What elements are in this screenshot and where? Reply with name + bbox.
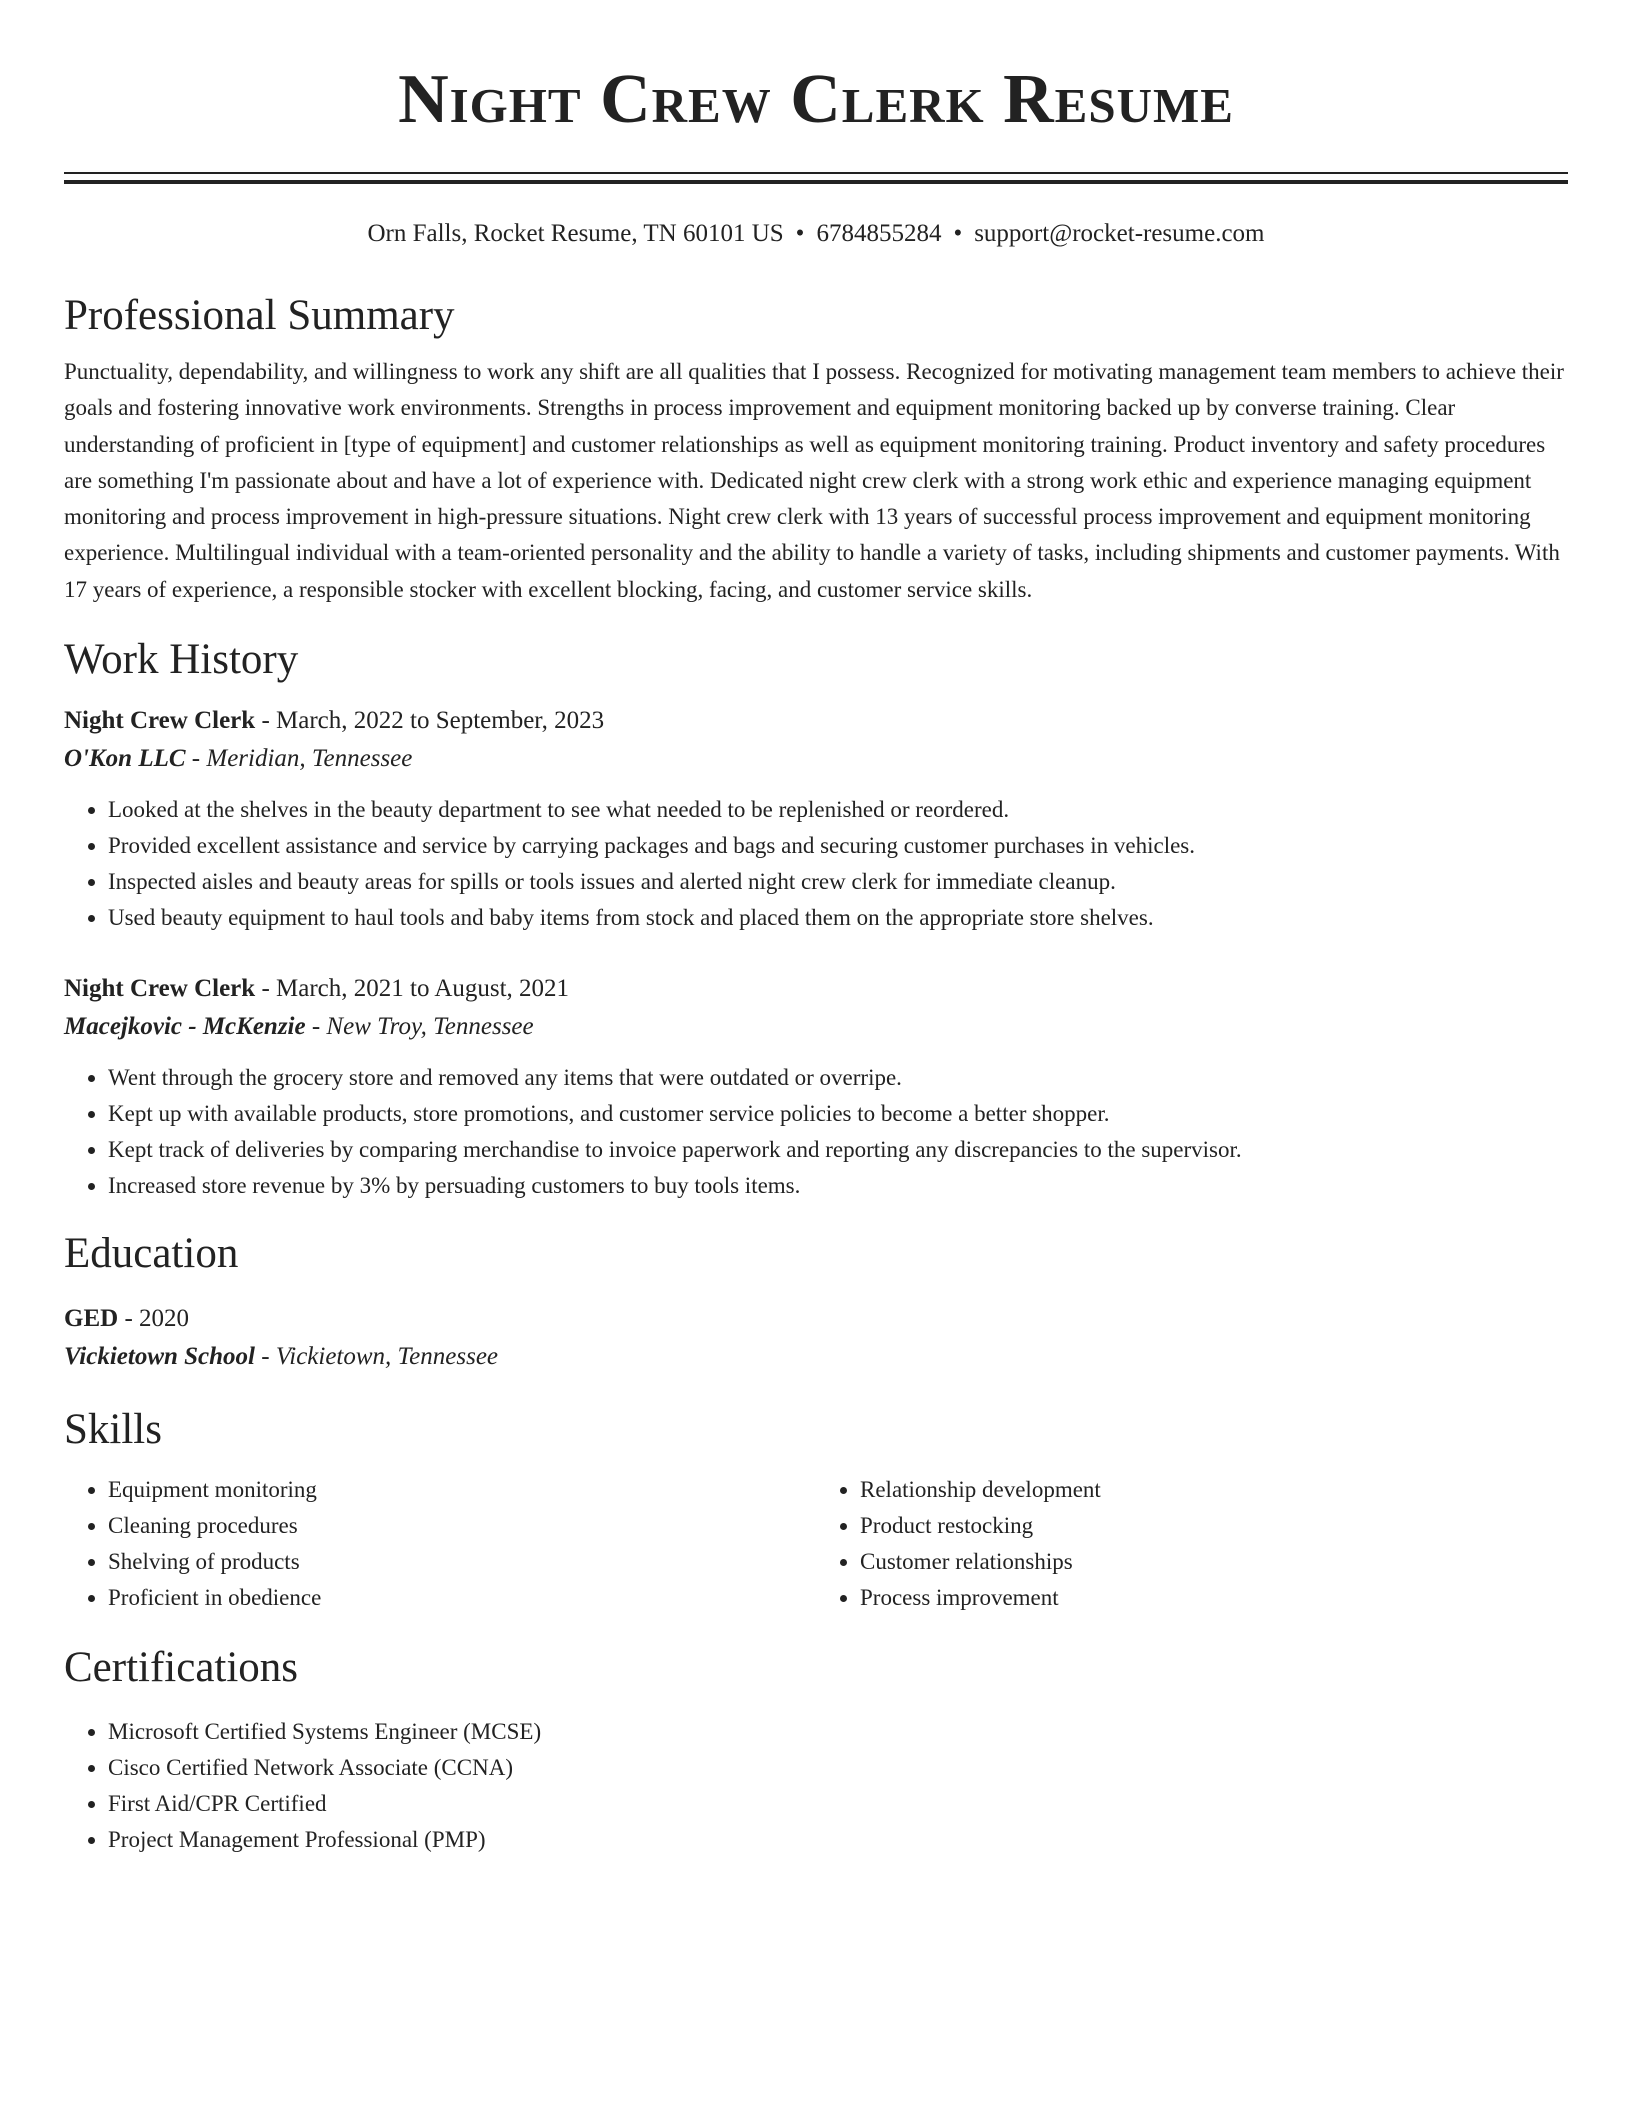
contact-email: support@rocket-resume.com (974, 220, 1265, 247)
contact-separator: • (795, 220, 805, 247)
job-bullet: • Increased store revenue by 3% by persuading customers to buy tools items. (108, 1168, 1568, 1204)
skill-item: • Process improvement (860, 1580, 1568, 1616)
job-bullet: • Looked at the shelves in the beauty department to see what needed to be replenished or reordered. (108, 792, 1568, 828)
degree-name: GED (64, 1305, 119, 1333)
skills-list-left (64, 1472, 816, 1616)
job-dates: - March, 2022 to September, 2023 (255, 707, 605, 735)
school-name: Vickietown School (64, 1343, 256, 1371)
certification-item: • Microsoft Certified Systems Engineer (MCSE) (108, 1714, 1568, 1750)
skill-item: • Equipment monitoring (108, 1472, 816, 1508)
company-location: - Meridian, Tennessee (185, 745, 413, 773)
title-divider-thick (64, 180, 1568, 184)
job-bullet: • Kept up with available products, store promotions, and customer service policies to become a better shopper. (108, 1096, 1568, 1132)
job-title-line (64, 704, 1568, 738)
certification-item: • Cisco Certified Network Associate (CCNA) (108, 1750, 1568, 1786)
certifications-list (64, 1714, 1568, 1858)
job-bullet: • Went through the grocery store and removed any items that were outdated or overripe. (108, 1060, 1568, 1096)
skill-item: • Customer relationships (860, 1544, 1568, 1580)
certification-item: • First Aid/CPR Certified (108, 1786, 1568, 1822)
job-entry (64, 704, 1568, 936)
job-bullet: • Kept track of deliveries by comparing merchandise to invoice paperwork and reporting any discrepancies to the supervisor. (108, 1132, 1568, 1168)
job-bullet: • Used beauty equipment to haul tools and baby items from stock and placed them on the appropriate store shelves. (108, 900, 1568, 936)
company-name: Macejkovic - McKenzie (64, 1013, 306, 1041)
section-heading-work-history: Work History (64, 636, 299, 684)
job-dates: - March, 2021 to August, 2021 (255, 975, 570, 1003)
degree-year: - 2020 (118, 1305, 190, 1333)
skills-columns (64, 1472, 1568, 1616)
job-title: Night Crew Clerk (64, 707, 256, 735)
degree-line (64, 1302, 1568, 1336)
school-line (64, 1340, 1568, 1374)
certification-item: • Project Management Professional (PMP) (108, 1822, 1568, 1858)
job-bullet: • Inspected aisles and beauty areas for spills or tools issues and alerted night crew clerk for immediate cleanup. (108, 864, 1568, 900)
section-heading-skills: Skills (64, 1406, 162, 1454)
skills-list-right (816, 1472, 1568, 1616)
skill-item: • Product restocking (860, 1508, 1568, 1544)
job-title-line (64, 972, 1568, 1006)
contact-separator: • (953, 220, 963, 247)
section-heading-education: Education (64, 1230, 239, 1278)
education-entry (64, 1302, 1568, 1374)
section-heading-summary: Professional Summary (64, 292, 455, 339)
summary-text: Punctuality, dependability, and willingness to work any shift are all qualities that I possess. Recognized for motivating management team members to achieve their goals and fostering innovative work environments. Strengths in process improvement and equipment monitoring backed up by converse training. Clear understanding of proficient in [type of equipment] and customer relationships as well as equipment monitoring training. Product inventory and safety procedures are something I'm passionate about and have a lot of experience with. Dedicated night crew clerk with a strong work ethic and experience managing equipment monitoring and process improvement in high-pressure situations. Night crew clerk with 13 years of successful process improvement and equipment monitoring experience. Multilingual individual with a team-oriented personality and the ability to handle a variety of tasks, including shipments and customer payments. With 17 years of experience, a responsible stocker with excellent blocking, facing, and customer service skills. (64, 359, 1564, 602)
skill-item: • Relationship development (860, 1472, 1568, 1508)
company-line (64, 1010, 1568, 1044)
skill-item: • Shelving of products (108, 1544, 816, 1580)
title-divider-thin (64, 172, 1568, 174)
section-heading-certifications: Certifications (64, 1644, 299, 1692)
job-bullet: • Provided excellent assistance and service by carrying packages and bags and securing customer purchases in vehicles. (108, 828, 1568, 864)
company-line (64, 742, 1568, 776)
company-location: - New Troy, Tennessee (305, 1013, 534, 1041)
resume-title: Night Crew Clerk Resume (398, 61, 1234, 138)
contact-phone: 6784855284 (816, 220, 942, 247)
skill-item: • Proficient in obedience (108, 1580, 816, 1616)
contact-address: Orn Falls, Rocket Resume, TN 60101 US (367, 220, 784, 247)
school-location: - Vickietown, Tennessee (255, 1343, 499, 1371)
company-name: O'Kon LLC (64, 745, 186, 773)
job-entry (64, 972, 1568, 1204)
skill-item: • Cleaning procedures (108, 1508, 816, 1544)
job-bullet-list (64, 1060, 1568, 1204)
job-title: Night Crew Clerk (64, 975, 256, 1003)
contact-line (64, 218, 1568, 250)
job-bullet-list (64, 792, 1568, 936)
